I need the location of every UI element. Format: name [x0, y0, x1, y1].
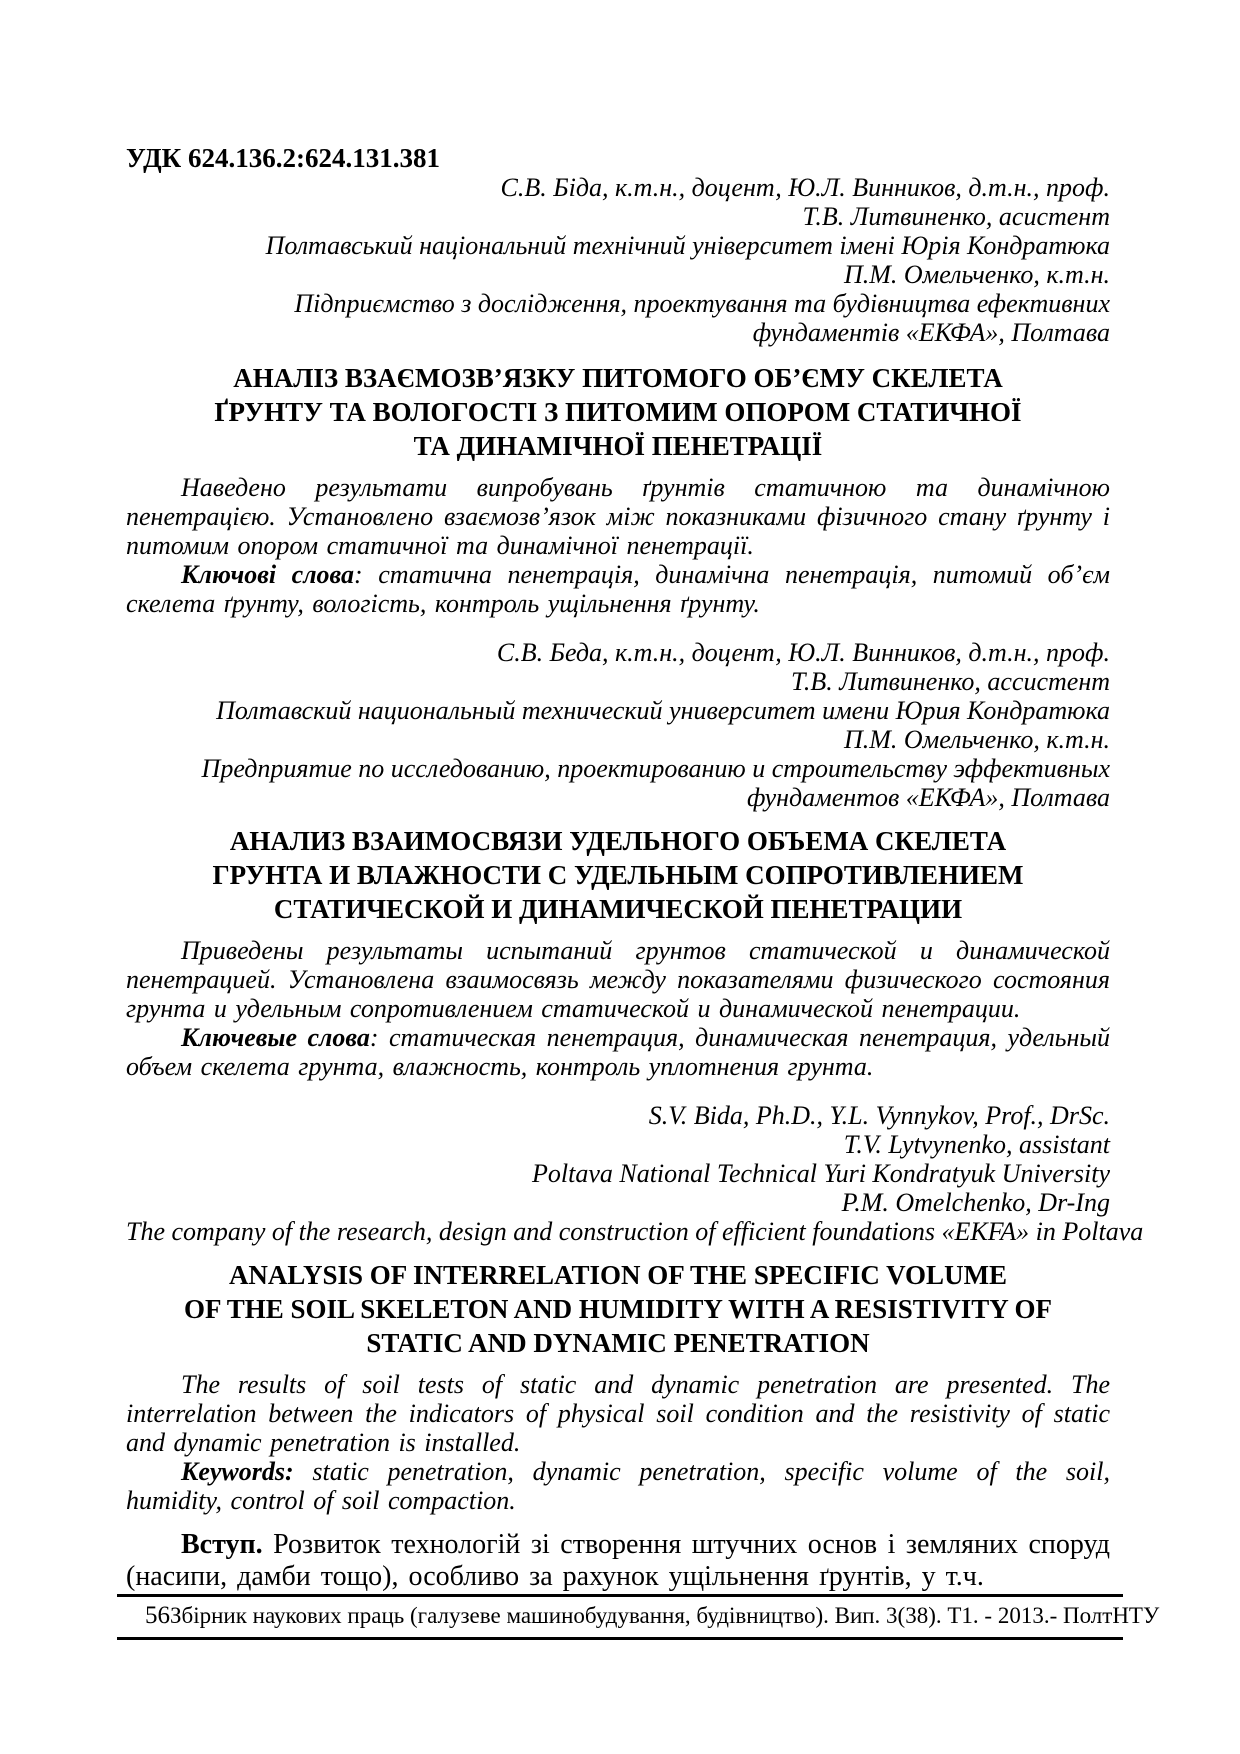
authors-block-ua — [126, 173, 1110, 347]
author-line: С.В. Біда, к.т.н., доцент, Ю.Л. Винников, д.т.н., проф. — [500, 173, 1110, 202]
authors-block-ru — [126, 638, 1110, 812]
title-en — [126, 1258, 1110, 1360]
intro-paragraph — [126, 1529, 1110, 1593]
author-line: Полтавський національний технічний університет імені Юрія Кондратюка — [265, 231, 1110, 260]
keywords-ua — [126, 560, 1110, 618]
author-line: Полтавский национальный технический университет имени Юрия Кондратюка — [216, 696, 1110, 725]
author-line: Підприємство з дослідження, проектування та будівництва ефективних — [294, 289, 1110, 318]
author-line: С.В. Беда, к.т.н., доцент, Ю.Л. Винников, д.т.н., проф. — [496, 638, 1110, 667]
abstract-ru: Приведены результаты испытаний грунтов статической и динамической пенетрацией. Установлена взаимосвязь между показателями физического состояния грунта и удельным сопротивлением статической и динамической пенетрации. — [126, 936, 1110, 1023]
title-line: ANALYSIS OF INTERRELATION OF THE SPECIFIC VOLUME — [228, 1260, 1008, 1290]
authors-block-en — [126, 1101, 1144, 1246]
intro-lead: Вступ. — [181, 1529, 263, 1560]
abstract-ua: Наведено результати випробувань ґрунтів статичною та динамічною пенетрацією. Установлено взаємозв’язок між показниками фізичного стану ґрунту і питомим опором статичної та динамічної пенетрації. — [126, 473, 1110, 560]
keywords-label: Ключові слова — [181, 560, 354, 589]
keywords-label: Keywords: — [181, 1457, 294, 1486]
author-line: Poltava National Technical Yuri Kondratyuk University — [531, 1159, 1110, 1188]
keywords-ru — [126, 1023, 1110, 1081]
author-line: P.M. Omelchenko, Dr-Ing — [841, 1188, 1110, 1217]
title-line: STATIC AND DYNAMIC PENETRATION — [366, 1328, 870, 1358]
author-line: П.М. Омельченко, к.т.н. — [843, 260, 1110, 289]
author-line: фундаментов «ЕКФА», Полтава — [746, 783, 1110, 812]
author-line: Т.В. Литвиненко, асистент — [802, 202, 1110, 231]
title-line: СТАТИЧЕСКОЙ И ДИНАМИЧЕСКОЙ ПЕНЕТРАЦИИ — [273, 894, 963, 924]
author-line: П.М. Омельченко, к.т.н. — [843, 725, 1110, 754]
author-line: T.V. Lytvynenko, assistant — [843, 1130, 1110, 1159]
title-ua — [126, 361, 1110, 463]
title-line: OF THE SOIL SKELETON AND HUMIDITY WITH A RESISTIVITY OF — [183, 1294, 1052, 1324]
title-line: ТА ДИНАМІЧНОЇ ПЕНЕТРАЦІЇ — [413, 431, 823, 461]
author-line: The company of the research, design and construction of efficient foundations «EKFA» in Poltava — [126, 1217, 1144, 1246]
intro-text: Розвиток технологій зі створення штучних основ і земляних споруд (насипи, дамби тощо), особливо за рахунок ущільнення ґрунтів, у т.ч. — [126, 1529, 1110, 1592]
keywords-label: Ключевые слова — [181, 1023, 370, 1052]
author-line: S.V. Bida, Ph.D., Y.L. Vynnykov, Prof., DrSc. — [648, 1101, 1110, 1130]
author-line: фундаментів «ЕКФА», Полтава — [752, 318, 1110, 347]
keywords-text: : статична пенетрація, динамічна пенетрація, питомий об’єм скелета ґрунту, вологість, контроль ущільнення ґрунту. — [126, 560, 1111, 618]
footer-citation: Збірник наукових праць (галузеве машинобудування, будівництво). Вип. 3(38). Т1. - 2013.- ПолтНТУ — [170, 1603, 1160, 1628]
author-line: Т.В. Литвиненко, ассистент — [791, 667, 1110, 696]
page-footer — [117, 1594, 1160, 1640]
udc-code: УДК 624.136.2:624.131.381 — [126, 143, 440, 173]
author-line: Предприятие по исследованию, проектированию и строительству эффективных — [201, 754, 1110, 783]
keywords-text: static penetration, dynamic penetration, specific volume of the soil, humidity, control of soil compaction. — [126, 1457, 1110, 1515]
keywords-en — [126, 1457, 1110, 1515]
title-line: АНАЛИЗ ВЗАИМОСВЯЗИ УДЕЛЬНОГО ОБЪЕМА СКЕЛЕТА — [229, 826, 1007, 856]
title-line: АНАЛІЗ ВЗАЄМОЗВ’ЯЗКУ ПИТОМОГО ОБ’ЄМУ СКЕЛЕТА — [233, 363, 1003, 393]
abstract-en: The results of soil tests of static and dynamic penetration are presented. The interrelation between the indicators of physical soil condition and the resistivity of static and dynamic penetration is installed. — [126, 1370, 1110, 1457]
keywords-text: : статическая пенетрация, динамическая пенетрация, удельный объем скелета грунта, влажность, контроль уплотнения грунта. — [126, 1023, 1110, 1081]
title-line: ГРУНТА И ВЛАЖНОСТИ С УДЕЛЬНЫМ СОПРОТИВЛЕНИЕМ — [212, 860, 1024, 890]
title-line: ҐРУНТУ ТА ВОЛОГОСТІ З ПИТОМИМ ОПОРОМ СТАТИЧНОЇ — [214, 397, 1022, 427]
page-number: 56 — [145, 1602, 170, 1629]
title-ru — [126, 824, 1110, 926]
